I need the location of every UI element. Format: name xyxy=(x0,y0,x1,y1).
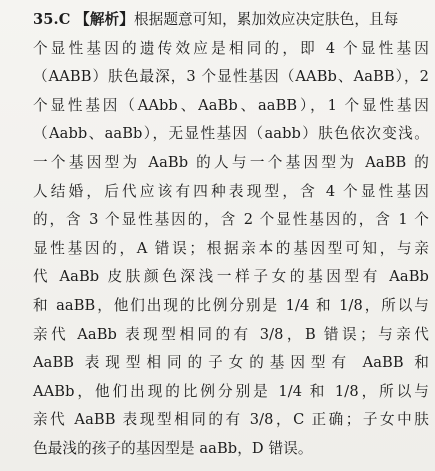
answer-letter: C xyxy=(58,11,71,28)
answer-line-10: 代 AaBb 皮肤颜色深浅一样子女的基因型有 AaBb xyxy=(33,268,429,286)
answer-explanation xyxy=(33,6,429,464)
answer-line-1 xyxy=(33,6,429,35)
answer-line-3: （AABB）肤色最深，3 个显性基因（AABb、AaBB），2 xyxy=(33,68,429,86)
answer-line-8: 的，含 3 个显性基因的，含 2 个显性基因的，含 1 个 xyxy=(33,211,429,229)
answer-line-9: 显性基因的，A 错误；根据亲本的基因型可知，与亲 xyxy=(33,239,429,257)
answer-line-15: 亲代 AaBB 表现型相同的有 3/8，C 正确；子女中肤 xyxy=(33,411,429,429)
answer-line-16: 色最浅的孩子的基因型是 aaBb，D 错误。 xyxy=(33,439,313,457)
answer-line-13: AaBB 表现型相同的子女的基因型有 AaBB 和 xyxy=(33,354,429,372)
answer-line-6: 一个基因型为 AaBb 的人与一个基因型为 AaBB 的 xyxy=(33,153,429,171)
answer-line-14: AABb，他们出现的比例分别是 1/4 和 1/8，所以与 xyxy=(33,382,429,400)
analysis-tag: 【解析】 xyxy=(75,11,134,28)
question-number: 35. xyxy=(33,11,59,28)
answer-line-2: 个显性基因的遗传效应是相同的，即 4 个显性基因 xyxy=(33,39,429,57)
answer-line-12: 亲代 AaBb 表现型相同的有 3/8，B 错误；与亲代 xyxy=(33,325,429,343)
answer-text: 根据题意可知，累加效应决定肤色，且每 xyxy=(133,11,399,28)
answer-line-5: （Aabb、aaBb），无显性基因（aabb）肤色依次变浅。 xyxy=(33,125,429,143)
answer-line-11: 和 aaBB，他们出现的比例分别是 1/4 和 1/8，所以与 xyxy=(33,296,429,314)
answer-line-4: 个显性基因（AAbb、AaBb、aaBB），1 个显性基因 xyxy=(33,96,429,114)
answer-line-7: 人结婚，后代应该有四种表现型，含 4 个显性基因 xyxy=(33,182,429,200)
